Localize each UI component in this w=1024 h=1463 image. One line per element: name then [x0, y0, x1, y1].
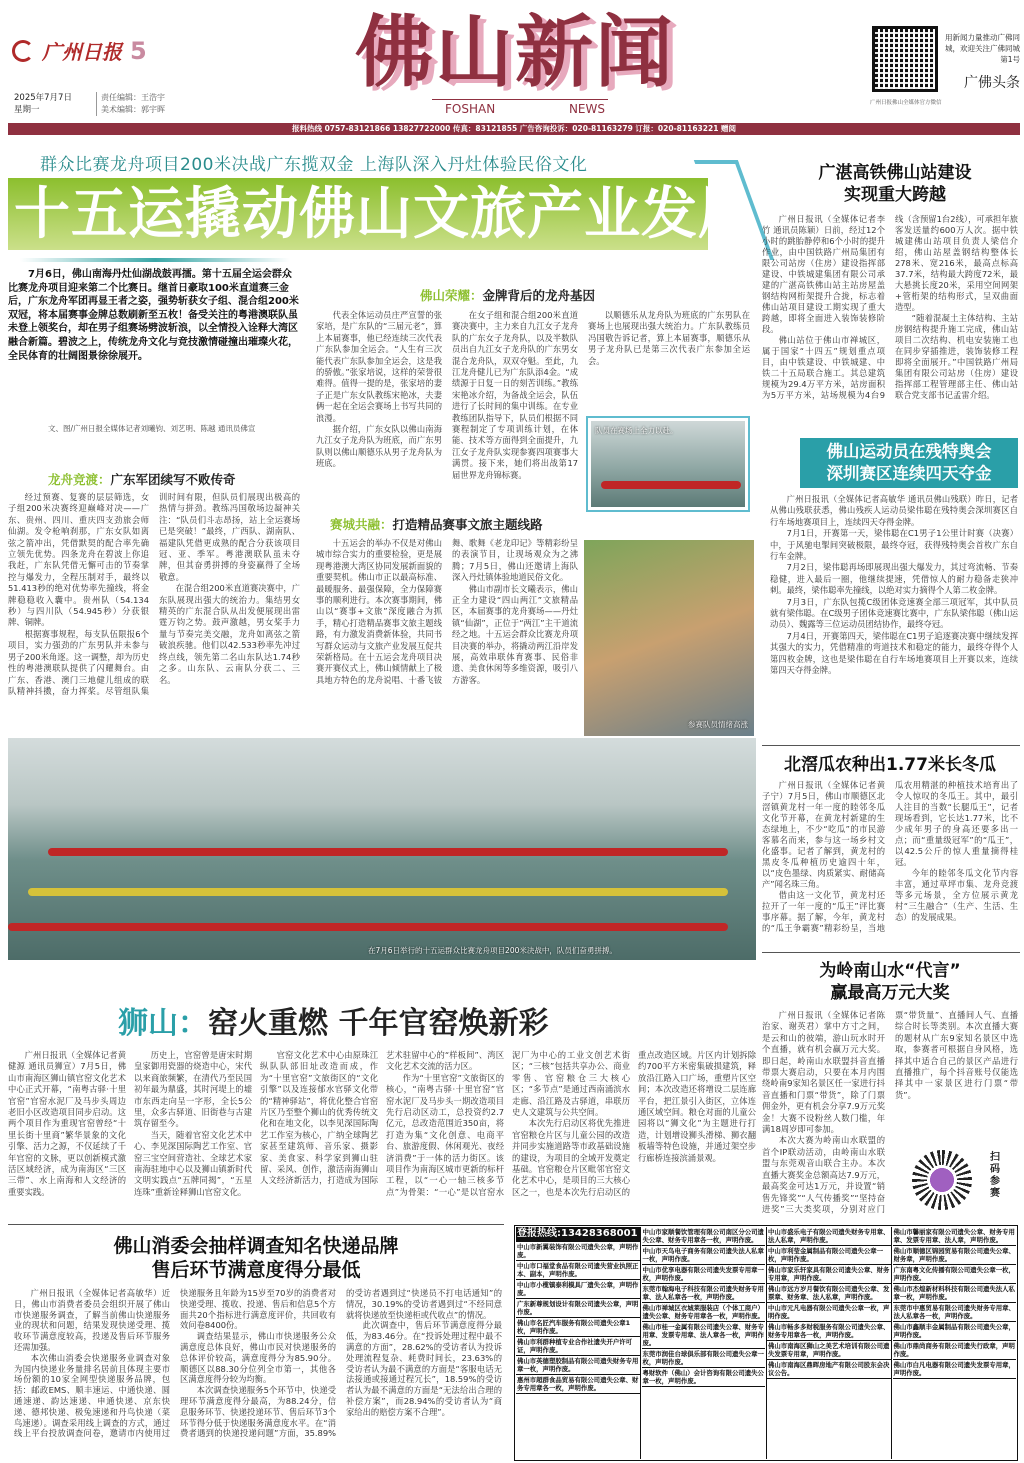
subhead-key: 赛城共融：	[330, 517, 393, 532]
subtitle-right: NEWS	[568, 102, 605, 116]
express-article	[14, 1288, 502, 1439]
photo-crowd	[584, 540, 754, 736]
paragraph: 根据赛事规程，每支队伍限报6个项目，实力强劲的广东男队并未参与男子200米角逐。这一调整，却为历史性的粤港澳联队提供了闪耀舞台。由广东、香港、澳门三地健儿组成的联队精神抖擞，奋力挥桨。尽管组队集训时间有限，但队员们展现出极高的热情与拼劲。教练冯国敬场边凝神关注：“队员们斗志昂扬，站上全运赛场已是突破！”最终，广西队、湖南队、福建队凭借更成熟的配合分获该项目冠、亚、季军。粤港澳联队虽未夺牌，但其奋勇拼搏的身姿赢得了全场敬意。	[8, 492, 300, 696]
paragraph: 此次调查中，售后环节满意度得分最低，为83.46分。在“投诉处理过程中最不满意的方面”，28.62%的受访者认为投诉处理流程复杂、耗费时间长，23.63%的受访者认为最不满意的方面是“客服电话无法接通或接通过程冗长”，18.59%的受访者认为最不满意的方面是“无法给出合理的补偿方案”，而28.94%的受访者认为“商家给出的赔偿方案不合理”。	[346, 1320, 502, 1417]
subhead-dragon-race	[48, 470, 236, 488]
ad-item: 佛山市英德塑胶制品有限公司遗失财务专用章一枚，声明作废。	[517, 1357, 639, 1373]
railway-article	[762, 214, 1018, 401]
paragraph: 本次调查快递服务5个环节中，快递受理环节满意度得分最高，为88.24分，信息服务环节、快递投递环节、售后环节3个环节得分低于快递服务满意度水平。在“消费者遇到的快递投递问题”方面，35.89%的受访者遇到过“快递员不打电话通知”的情况，30.19%的受访者遇到过“不经同意就将快递放至快递柜或代收点”的情况。	[180, 1288, 502, 1439]
paragraph: 广州日报讯（全媒体记者李竹 通讯员陈颖）日前，经过12个小时的跳胎静停和6个小时的提升作业，由中国铁路广州局集团有限公司站房（住房）建设指挥部建设、中铁城建集团有限公司承建的广湛高铁佛山站主站房屋盖钢结构网桁架提升合拢，标志着佛山站项目建设工期实现了重大跨越，即将全面进入装饰装修阶段。	[762, 214, 885, 334]
paralympics-headline	[800, 438, 1018, 488]
ad-item: 中山市利莹金属制品有限公司遗失公章一枚，声明作废。	[767, 1246, 891, 1265]
ad-item: 佛山市南海区鼎晖房地产有限公司股东会决议公告。	[768, 1361, 890, 1377]
paragraph: 在女子组和混合组200米直道赛决赛中，主力来自九江女子龙舟队的广东女子龙舟队，以及半数队员出自九江女子龙舟队的广东男女混合龙舟队，双双夺魁。至此，九江龙舟健儿已为广东队添4金。“成绩源于日复一日的刻苦训练。”教练宋艳冰介绍，为备战全运会，队伍进行了长时间的集中训练。在专业教练团队指导下，队员们根据不同赛程制定了专项训练计划，在体能、技术等方面得到全面提升，九江女子龙舟队实现参赛四项赛事大满贯。接下来，她们将出战第17届世界龙舟锦标赛。	[452, 310, 578, 480]
subhead-title: 金牌背后的龙舟基因	[482, 288, 596, 303]
paragraph: 官窑文化艺术中心由原珠江纵队队部旧址改造而成，作为“十里官窑”文旅街区的“文化引擎”以及连接郁水官驿文化带的“精神驿站”，将优化整合官窑片区乃至整个狮山的优秀传统文化和在地文化，以李见深国际陶艺工作室为核心，广纳全球陶艺家甚至建筑师、音乐家、摄影家、美食家、科学家到狮山驻留、采风、创作，激活南海狮山人文经济新活力，打造成为国际艺术驻留中心的“样板间”、湾区文化艺术交流的活力区。	[260, 1050, 504, 1186]
weekday-text: 星期一	[14, 105, 40, 115]
ad-item: 中山市家顺餐饮管理有限公司南区分公司遗失公章、财务专用章各一枚，声明作废。	[642, 1228, 764, 1244]
date-text: 2025年7月7日	[14, 93, 72, 103]
article-section	[316, 310, 578, 481]
paragraph: 代表全体运动员庄严宣誓的张家培，是广东队的“三届元老”，算上本届赛事，他已经连续三次代表广东队参加全运会。“人生有三次能代表广东队参加全运会，这是我的骄傲。”张家培说，这样的荣誉很难得。值得一提的是，张家培的妻子正是广东女队教练宋艳冰，夫妻俩一起在全运会赛场上书写共同的浪漫。	[316, 310, 442, 423]
headline-key: 狮山：	[118, 1006, 208, 1041]
ad-item: 中山市新翼装饰有限公司遗失公章，声明作废。	[517, 1243, 639, 1259]
express-headline	[8, 1234, 504, 1282]
ad-item: 佛山市畅多多财税服务有限公司遗失公章、财务专用章各一枚，声明作废。	[768, 1323, 890, 1339]
paragraph: 调查结果显示，佛山市快递服务公众满意度总体良好，佛山市民对快递服务的总体评价较高，满意度得分为85.90分。顺德区以88.30分位列全市第一，其他各区满意度得分较为均衡。	[180, 1331, 336, 1385]
qr-promo-text: 用新闻力量推动广佛同城，欢迎关注广佛同城第1号	[945, 33, 1020, 64]
ad-hotline: 登报热线:13428368001	[516, 1227, 640, 1242]
ad-item: 佛山市名匠汽车服务有限公司遗失公章1枚，声明作废。	[516, 1318, 640, 1337]
paragraph: 本次佛山消委会快递服务业调查对象为国内快递业务量排名居前且体现主要市场份额的10家全网型快递服务品牌，包括：邮政EMS、顺丰速运、中通快递、圆通速递、韵达速递、申通快递、京东快递、德邦快递、极兔速递和丹鸟快递（菜鸟速递）。调查采用线上调查的方式，通过线上平台投放调查问卷，邀请市内使用过快递服务且年龄为15岁至70岁的消费者对快递受理、揽收、投递、售后和信息5个方面共20个指标进行满意度评价，共回收有效问卷8400份。	[14, 1288, 336, 1439]
subhead-title: 广东军团续写不败传奇	[110, 472, 236, 487]
boat-shape	[601, 481, 741, 489]
paragraph: 据介绍，广东女队以佛山南海九江女子龙舟队为班底，而广东男队则以佛山顺德乐从男子龙舟队为班底。	[316, 424, 442, 469]
paragraph: 7月1日，开赛第一天，梁伟聪在C1男子1公里计时赛（决赛）中，于风驰电掣间突破极限，最终夺冠，获得残特奥会首枚广东自行车金牌。	[770, 528, 1018, 562]
ad-item: 佛山市顺德区锦园贸易有限公司遗失公章、财务章，声明作废。	[893, 1247, 1015, 1263]
wintermelon-article	[762, 780, 1018, 934]
ad-item: 佛山市禅城区衣城莱服装店（个体工商户）遗失公章、财务专用章各一枚，声明作废。	[642, 1304, 764, 1320]
ad-item: 佛山市鼎尚商务有限公司遗失行政章，声明作废。	[893, 1342, 1015, 1358]
ad-item: 佛山市鑫顺丰金属制品有限公司遗失公章，声明作废。	[893, 1323, 1015, 1339]
ad-item: 东莞市中惠贸易有限公司遗失财务专用章、法人私章各一枚，声明作废。	[893, 1304, 1015, 1320]
livestream-headline	[762, 960, 1018, 1004]
boat-shape	[48, 848, 728, 856]
subhead-city-event	[330, 515, 543, 533]
ad-item: 佛山市远方岁月餐饮有限公司遗失公章、发票章、财务章、法人私章，声明作废。	[768, 1285, 890, 1301]
divider	[20, 258, 290, 262]
divider	[8, 1224, 504, 1225]
headline-title: 窑火重燃 千年官窑焕新彩	[208, 1006, 549, 1041]
subhead-title: 打造精品赛事文旅主题线路	[392, 517, 543, 532]
paragraph: 佛山站位于佛山市禅城区，属于国家“十四五”规划重点项目，由中铁建设、中铁城建、中铁二十五局联合施工。其总建筑规模为29.4万平方米，站房面积为5万平方米，站场规模为4台9线（含预留1台2线），可承担年旅客发送量约600万人次。据中铁城建佛山站项目负责人梁信介绍，佛山站屋盖钢结构整体长278米、宽216米，最高点标高37.7米，结构最大跨度72米，最大悬挑长度20米，采用空间网架+管桁架的结构形式，呈双曲面造型。	[762, 214, 1018, 400]
section-subtitle	[445, 102, 605, 116]
boat-shape	[8, 923, 728, 931]
lead-text: 7月6日，佛山南海丹灶仙湖战鼓再擂。第十五届全运会群众比赛龙舟项目迎来第二个比赛日。继首日豪取100米直道赛三金后，广东龙舟军团再显王者之姿，强势斩获女子组、混合组200米双冠，将本届赛事金牌总数刷新至五枚！备受关注的粤港澳联队虽未登上领奖台，却在男子组赛场劈波斩浪，以全情投入诠释大湾区融合新篇。碧波之上，传统龙舟文化与竞技激情碰撞出璀璨火花，全民体育的壮阔图景徐徐展开。	[8, 269, 299, 362]
subhead-key: 龙舟竞渡：	[48, 472, 111, 487]
photo-lake	[588, 418, 748, 510]
headline-line: 佛山运动员在残特奥会	[826, 442, 992, 461]
headline-line: 售后环节满意度得分最低	[151, 1259, 361, 1281]
qr-code-icon[interactable]	[872, 26, 938, 92]
art-editor-text: 美术编辑：郭宇晖	[101, 105, 165, 114]
photo-caption: 队员在赛场上全力以赴。	[595, 426, 678, 435]
paragraph: 7月3日，广东队包揽C级团体竞速赛全部三项冠军，其中队员就有梁伟聪。在C级男子团体竞速赛比赛中，广东队梁伟聪（佛山运动员）、魏露等三位运动员团结协作，最终夺冠。	[770, 596, 1018, 630]
lead-headline: 十五运撬动佛山文旅产业发展	[14, 181, 755, 247]
paragraph: 广州日报讯（全媒体记者高敏华 通讯员佛山残联）昨日，记者从佛山残联获悉，佛山残疾人运动员梁伟聪在残特奥会深圳赛区自行车场地赛项目上，连续四天夺得金牌。	[770, 494, 1018, 527]
paragraph: 7月4日，开赛第四天，梁伟聪在C1男子追逐赛决赛中继续发挥其强大的实力，凭借精准的弯道技术和稳定的能力，最终夺得个人第四枚金牌，这也是梁伟聪在自行车场地赛项目上开赛以来，连续第四天夺得金牌。	[770, 630, 1018, 676]
wintermelon-headline: 北滘瓜农种出1.77米长冬瓜	[784, 755, 996, 775]
ad-item: 佛山市杰煌新材料科技有限公司遗失法人私章一枚，声明作废。	[893, 1285, 1015, 1301]
ad-item: 东莞市润佳台球俱乐部有限公司遗失公章一枚，声明作废。	[642, 1350, 764, 1366]
shishan-headline	[118, 998, 548, 1042]
classified-ads	[514, 1225, 1018, 1461]
headline-line: 为岭南山水“代言”	[819, 961, 961, 981]
ad-item: 佛山市桂一金属有限公司遗失公章、财务专用章、发票专用章、法人章各一枚，声明作废。	[642, 1323, 764, 1347]
issue-date	[14, 92, 72, 116]
paragraph: 作为“十里官窑”文旅街区的核心，“南粤古驿·十里官窑”官窑水泥厂及马步头一期改造项目先行启动区动工，总投资约2.7亿元，总改造范围近350亩，将打造为集“文化创意、电商平台、旅游度假、休闲观光、夜经济消费”于一体的活力街区。该项目作为南海区城市更新的标杆工程，以“一心一轴三核多节点”为骨架：“一心”是以官窑水泥厂为中心的工业文创艺术街区；“三核”包括共享办公、商业零售、官窑粮仓三大核心区；“多节点”是通过西南涌滨水走廊、沿江路及古驿道，串联历史人文建筑与公共空间。	[386, 1050, 630, 1197]
section-title: 佛山新闻	[354, 7, 675, 98]
lead-paragraph	[8, 268, 300, 363]
newspaper-logo	[12, 36, 147, 65]
lead-kicker: 群众比赛龙舟项目200米决战广东揽双金 上海队深入丹灶体验民俗文化	[40, 155, 588, 175]
subhead-key: 佛山荣耀：	[420, 288, 483, 303]
photo-caption: 参赛队员情绪高涨	[688, 720, 748, 729]
qr-scan-caption: 扫码参赛	[990, 1152, 1000, 1199]
hotline-bar: 报料热线 0757-83121866 13827722000 传真：83121855 广告咨询投诉：020-81163279 订报：020-81163221 赠阅	[8, 123, 1020, 135]
ad-item: 中山市天鸟电子商务有限公司遗失法人私章一枚，声明作废。	[642, 1247, 764, 1263]
editor-text: 责任编辑：王浩宇	[101, 93, 165, 102]
paragraph: 经过预赛、复赛的层层筛选，女子组200米决赛终迎巅峰对决——广东、贵州、四川、重庆四支劲旅会师仙湖。发令枪响刹那，广东女队如离弦之箭冲出，凭借默契的配合率先确立领先优势。四条龙舟在碧波上你追我赶，广东队凭借无懈可击的节奏掌控与爆发力，全程压制对手，最终以51.413秒的绝对优势率先撞线，将金牌稳稳收入囊中。贵州队（54.134秒）与四川队（54.945秒）分获银牌、铜牌。	[8, 492, 149, 628]
ad-item: 佛山市白凡电器有限公司遗失发票专用章，声明作废。	[893, 1361, 1015, 1377]
headline-line: 深圳赛区连续四天夺金	[826, 464, 992, 483]
ad-item: 佛山市利群种植专业合作社遗失开户许可证，声明作废。	[516, 1337, 640, 1356]
title-rule	[432, 99, 608, 100]
paragraph: 佛山市副市长文曦表示，佛山正全力建设“四山两江”文旅精品区，本届赛事的龙舟赛场——丹灶镇“仙湖”，正位于“两江”主干道流经之地。十五运会群众比赛龙舟项目决赛的举办，将撬动两江沿岸发展，高效串联体育赛事、民俗非遗、美食休闲等多维资源，吸引八方游客。	[452, 583, 578, 685]
livestream-article	[762, 1010, 1018, 1216]
headline-line: 赢最高万元大奖	[830, 983, 950, 1003]
ad-item: 佛山市南海区狮山之美艺术培训有限公司遗失发票专用章，声明作废。	[768, 1342, 890, 1358]
editors	[96, 92, 165, 116]
headline-line: 广湛高铁佛山站建设	[818, 163, 972, 183]
paragraph: 借由这一文化节，黄龙村还拉开了一年一度的“瓜王”评比赛事序幕。据了解，今年，黄龙村的“瓜王争霸赛”精彩纷呈，当地瓜农用精湛的种植技术培育出了令人惊叹的冬瓜王。其中，最引人注目的当数“长腿瓜王”，记者现场看到，它长达1.77米，比不少成年男子的身高还要多出一点；而“重量级冠军”的“瓜王”，以42.5公斤的惊人重量摘得桂冠。	[762, 780, 1018, 933]
ad-item: 东莞市翰海电子科技有限公司遗失财务专用章、法人私章各一枚，声明作废。	[642, 1285, 764, 1301]
paragraph: 当天，随着官窑文化艺术中心、李见深国际陶艺工作室、官窑三宝空间营造社、全球艺术家南海驻地中心以及狮山镇新时代文明实践点“五牌同揭”，“五星连珠”重新诠释狮山官窑文化。	[134, 1129, 252, 1197]
page-number: 5	[130, 36, 147, 65]
subhead-foshan-glory	[420, 286, 595, 304]
boat-shape	[28, 888, 728, 896]
ad-item: 佛山市家乐轩家具有限公司遗失公章、财务专用章，声明作废。	[768, 1266, 890, 1282]
byline: 文、图/广州日报全媒体记者刘曦钧、刘艺明、陈越 通讯员佛宣	[48, 424, 256, 433]
ad-item: 广东新尊规划设计有限公司遗失公章，声明作废。	[517, 1300, 639, 1316]
paragraph: 广州日报讯（全媒体记者陈治家、谢英君）掌中方寸之间，是云和山的彼端，游山玩水时开个直播，就有机会赢万元大奖。即日起，岭南山水联盟抖音直播带票大赛启动，只要在本月内围绕岭南9家知名景区任一家进行抖音直播和门票“带货”，除了门票佣金外，更有机会分享7.9万元奖金！大赛不设粉丝人数门槛，年满18周岁即可参加。	[762, 1010, 885, 1135]
ad-item: 粤财软件（佛山）会计咨询有限公司遗失公章一枚，声明作废。	[642, 1369, 764, 1385]
paragraph: 广州日报讯（全媒体记者黄健源 通讯员狮宣）7月5日，佛山市南海区狮山镇官窑文化艺术中心正式开幕，“南粤古驿·十里官窑”官窑水泥厂及马步头周边老旧小区改造项目同步启动。这两个项目作为重现官窑曾经“十里长街十里商”繁华景象的文化引擎、活力之源，不仅延续了千年官窑的文脉，更以创新模式激活区域经济，成为南海区“三区三带”、水上南海和人文经济的重要实践。	[8, 1050, 126, 1197]
ad-item: 广东南粤文化传播有限公司遗失公章一枚，声明作废。	[893, 1266, 1015, 1282]
paragraph: 本次先行启动区将优先推进官窑粮仓片区与儿童公园的改造并同步实施道路等市政基础设施的建设，为项目的全域开发奠定基础。官窑粮仓片区毗邻官窑文化艺术中心，是项目的三大核心区之一，也是本次先行启动区的重点改造区域。片区内计划拆除约700平方米密集破损建筑，释放沿江路入口广场，重塑片区空间；本次改造还将增设二层连廊平台，把江景引入街区，立体连通区域空间。粮仓对面的儿童公园将以“狮文化”为主题进行打造，计划增设狮头滑梯、狮衣翻板墙等特色设施，并通过架空步行廊桥连接滨涌景观。	[512, 1050, 756, 1197]
paragraph: 历史上，官窑曾是唐宋时期皇家御用瓷器的烧造中心，宋代以来商旅频繁，在清代乃至民国初年最为鼎盛，其时河堤上的墟市东西走向呈一字形，全长5公里，众多古驿道、旧街巷与古建筑存留至今。	[134, 1050, 252, 1129]
subtitle-left: FOSHAN	[445, 102, 496, 116]
paragraph: 在混合组200米直道赛决赛中，广东队展现出强大的统治力。集结男女精英的广东混合队从出发便展现出雷霆万钧之势。鼓声激越，男女桨手力量与节奏完美交融，龙舟如离弦之箭破浪疾驰。他们以42.533秒率先冲过终点线，领先第二名山东队达1.74秒之多。山东队、云南队分获二、三名。	[159, 583, 300, 685]
ad-item: 中山市盛乐电子有限公司遗失财务专用章、法人私章，声明作废。	[768, 1228, 890, 1244]
qr-caption: 广州日报佛山全媒体官方微信	[870, 100, 942, 106]
paragraph: 以顺德乐从龙舟队为班底的广东男队在赛场上也展现出强大统治力。广东队教练员冯国敬告诉记者，算上本届赛事，顺德乐从男子龙舟队已是第三次代表广东参加全运会。	[588, 310, 750, 366]
divider	[762, 745, 1020, 746]
ad-item: 惠州市超群食品贸易有限公司遗失公章、财务专用章各一枚，声明作废。	[517, 1376, 639, 1392]
paragraph: “随着混凝土主体结构、主站房钢结构提升施工完成，佛山站项目二次结构、机电安装施工也在同步穿插推进，装饰装修工程即将全面展开。”中国铁路广州局集团有限公司站房（住房）建设指挥部工程管理部主任、佛山站联合党支部书记孟雷介绍。	[895, 313, 1018, 400]
photo-caption: 在7月6日举行的十五运群众比赛龙舟项目200米决战中，队员们奋勇拼搏。	[368, 946, 617, 955]
article-section	[316, 538, 578, 686]
logo-icon	[12, 40, 34, 62]
headline-line: 实现重大跨越	[844, 185, 946, 205]
paragraph: 广州日报讯（全媒体记者高敏华）近日，佛山市消费者委员会组织开展了佛山市快递服务调查，了解当前佛山快递服务业的现状和问题，结果发现快递受理、揽收环节满意度较高，投递及售后环节服务还需加强。	[14, 1288, 170, 1352]
paragraph: 本次大赛为岭南山水联盟的首个IP联动活动，由岭南山水联盟与东莞观音山联合主办。本次直播大赛奖金总额高达7.9万元，最高奖金可达1万元，并设置“销售先锋奖”“人气传播奖”“坚持奋进奖”三大类奖项，分别对应门票“带货量”、直播间人气、直播综合时长等类别。本次直播大赛的题材从广东9家知名景区中选取，参赛者可根据自身风格，选择其中适合自己的景区产品进行直播推广，每个抖音账号仅能选择其中一家景区进行门票“带货”。	[762, 1010, 1018, 1214]
railway-headline	[770, 162, 1020, 206]
article-section-continued	[588, 310, 750, 367]
paragraph: 十五运会的举办不仅是对佛山城市综合实力的重要检验，更是展现粤港澳大湾区协同发展新面貌的重要契机。佛山市正以最高标准、最暖服务、最强保障，全力保障赛事的顺利进行。本次赛事期间，佛山以“赛事+文旅”深度融合为抓手，精心打造精品赛事文旅主题线路，有力激发消费新体验，共同书写群众运动与文旅产业发展互促共荣新格局。在十五运会龙舟项目决赛开赛仪式上，佛山倾情献上了极具地方特色的龙舟说唱、十番飞钹舞、歌舞《老龙印记》等精彩纷呈的表演节目，让现场观众为之沸腾；7月5日，佛山还邀请上海队深入丹灶镇体验地道民俗文化。	[316, 538, 578, 685]
qr-brand: 广佛头条	[964, 75, 1020, 91]
paragraph: 今年的睦邻冬瓜文化节内容丰富，通过草坪市集、龙舟竞渡等多元场景，全方位展示黄龙村“三生融合”（生产、生活、生态）的发展成果。	[895, 868, 1018, 922]
paper-name: 广州日报	[42, 40, 122, 64]
ad-item: 中山市口福堂食品有限公司遗失营业执照正本、副本，声明作废。	[517, 1262, 639, 1278]
paragraph: 广州日报讯（全媒体记者黄子宁）7月5日，佛山市顺德区北滘镇黄龙村一年一度的睦邻冬瓜文化节开幕，在黄龙村新建的生态绿地上，不少“吃瓜”的市民游客慕名而来，参与这一场乡村文化盛事。记者了解到，黄龙村的黑皮冬瓜种植历史逾四十年，以“皮色墨绿、肉质紧实、耐储高产”闻名珠三角。	[762, 780, 885, 889]
ad-item: 中山市小榄镇泰利模具厂遗失公章，声明作废。	[517, 1281, 639, 1297]
shishan-article	[8, 1050, 756, 1198]
photo-dragon-boat-race	[8, 738, 756, 960]
ad-item: 佛山市馨丽家有限公司遗失公章、财务专用章、发票专用章、法人章，声明作废。	[893, 1228, 1015, 1244]
paralympics-article	[770, 494, 1018, 677]
article-section	[8, 492, 300, 697]
headline-line: 佛山消委会抽样调查知名快递品牌	[113, 1235, 399, 1257]
mini-program-qr-icon[interactable]	[912, 1150, 972, 1210]
ad-item: 中山市优享电器有限公司遗失发票专用章一枚，声明作废。	[642, 1266, 764, 1282]
divider	[762, 952, 1020, 953]
paragraph: 7月2日，梁伟聪再场即展现出强大爆发力，其过弯流畅、节奏稳健，进入最后一圈，他继续提速，凭借惊人的耐力稳备走狭冲刺。最终，梁伟聪率先撞线，以绝对实力摘得个人第二枚金牌。	[770, 562, 1018, 596]
ad-item: 中山市元凡电器有限公司遗失公章一枚，声明作废。	[768, 1304, 890, 1320]
